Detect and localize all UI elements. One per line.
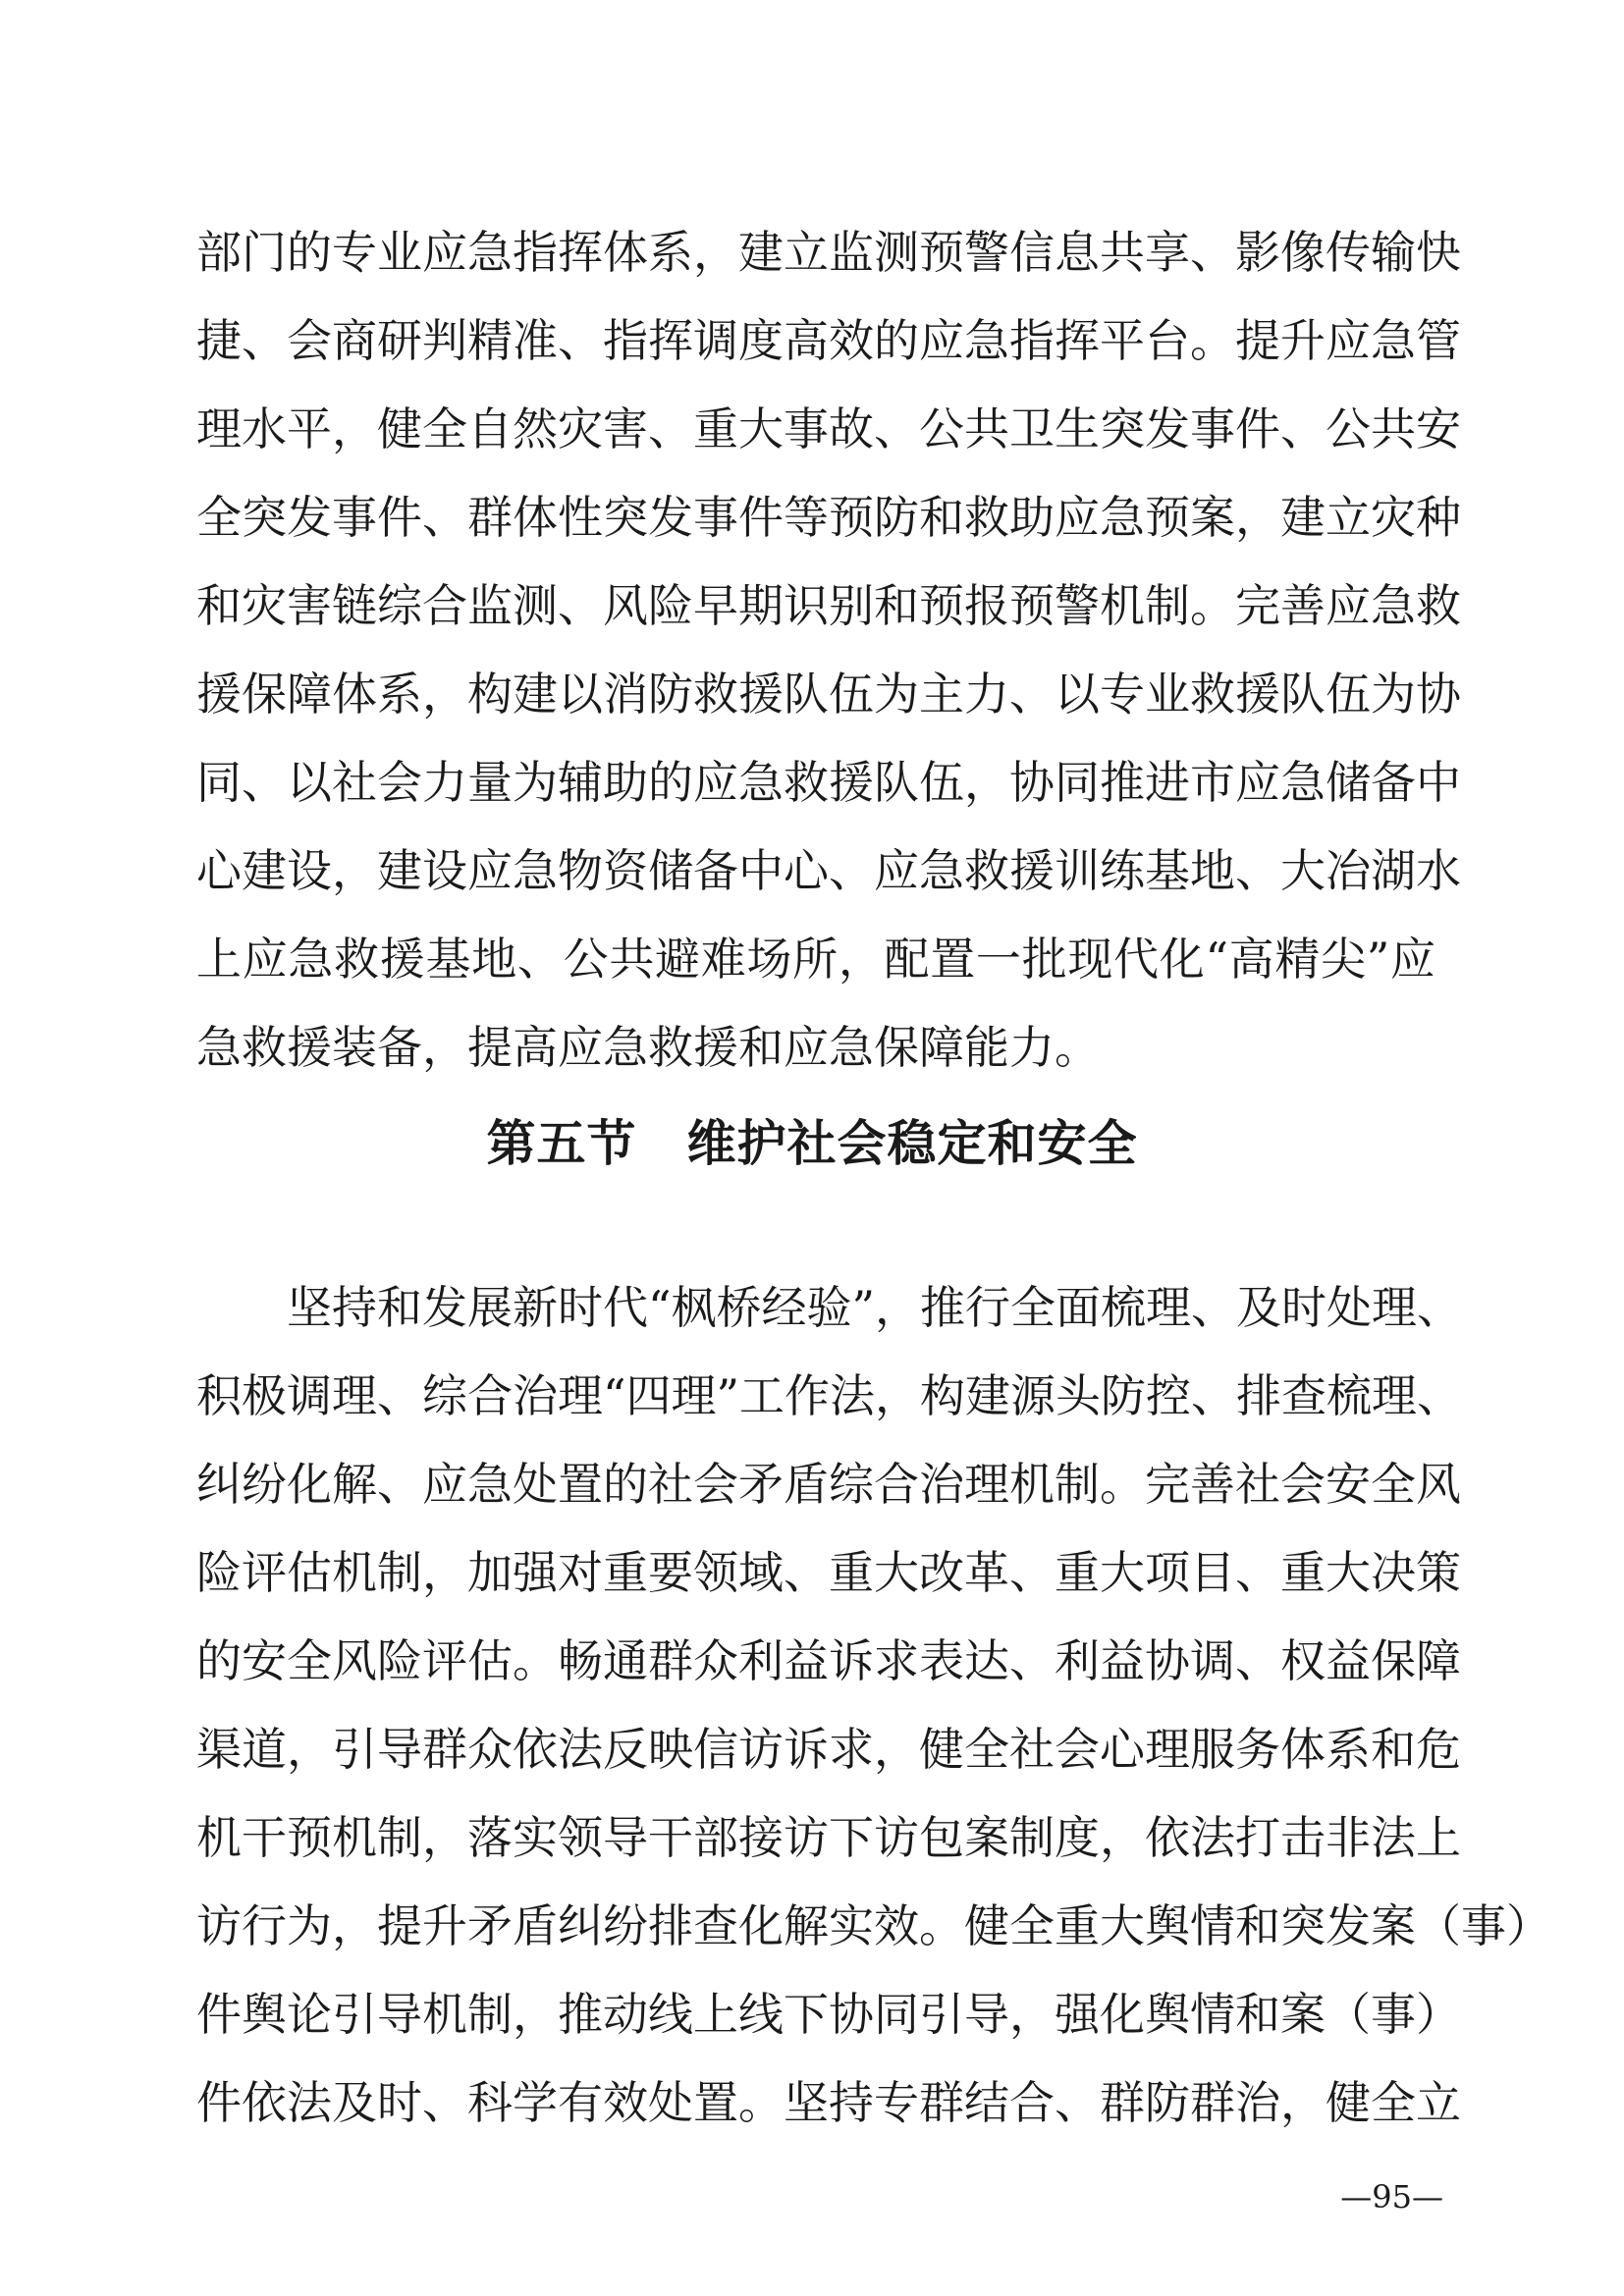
text-line: 同、以社会力量为辅助的应急救援队伍，协同推进市应急储备中 [196,756,1461,809]
text-line: 全突发事件、群体性突发事件等预防和救助应急预案，建立灾种 [196,491,1461,544]
page-number: —95— [1340,2178,1443,2216]
text-line: 上应急救援基地、公共避难场所，配置一批现代化“高精尖”应 [196,933,1435,986]
text-line: 理水平，健全自然灾害、重大事故、公共卫生突发事件、公共安 [196,402,1461,455]
text-line: 坚持和发展新时代“枫桥经验”，推行全面梳理、及时处理、 [196,1281,1463,1334]
text-line: 纠纷化解、应急处置的社会矛盾综合治理机制。完善社会安全风 [196,1458,1461,1511]
text-line: 机干预机制，落实领导干部接访下访包案制度，依法打击非法上 [196,1811,1461,1864]
text-line: 渠道，引导群众依法反映信访诉求，健全社会心理服务体系和危 [196,1723,1461,1776]
text-line: 部门的专业应急指挥体系，建立监测预警信息共享、影像传输快 [196,226,1461,279]
text-line: 捷、会商研判精准、指挥调度高效的应急指挥平台。提升应急管 [196,314,1461,367]
text-line: 访行为，提升矛盾纠纷排查化解实效。健全重大舆情和突发案（事） [196,1899,1551,1952]
text-line: 险评估机制，加强对重要领域、重大改革、重大项目、重大决策 [196,1546,1461,1599]
text-line: 件舆论引导机制，推动线上线下协同引导，强化舆情和案（事） [196,1988,1461,2041]
text-line: 积极调理、综合治理“四理”工作法，构建源头防控、排查梳理、 [196,1369,1463,1422]
text-line: 急救援装备，提高应急救援和应急保障能力。 [196,1021,1100,1074]
text-line: 心建设，建设应急物资储备中心、应急救援训练基地、大冶湖水 [196,844,1461,897]
text-line: 和灾害链综合监测、风险早期识别和预报预警机制。完善应急救 [196,579,1461,632]
section-heading: 第五节 维护社会稳定和安全 [486,1114,1138,1172]
text-line: 件依法及时、科学有效处置。坚持专群结合、群防群治，健全立 [196,2076,1461,2129]
text-line: 的安全风险评估。畅通群众利益诉求表达、利益协调、权益保障 [196,1634,1461,1687]
text-line: 援保障体系，构建以消防救援队伍为主力、以专业救援队伍为协 [196,667,1461,721]
